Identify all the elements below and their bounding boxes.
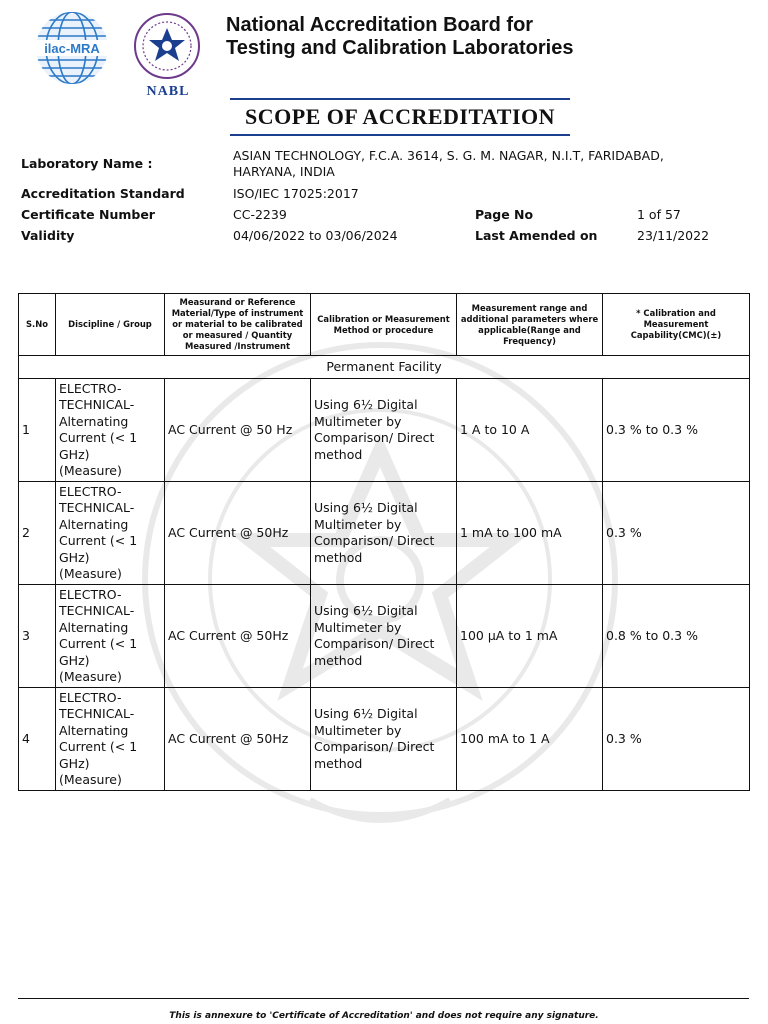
facility-row — [19, 356, 750, 379]
method-line: Using 6½ Digital — [314, 603, 418, 618]
certificate-label: Certificate Number — [21, 207, 155, 222]
cell-cmc: 0.3 % — [603, 688, 750, 791]
cell-measurand: AC Current @ 50Hz — [165, 688, 311, 791]
discipline-line: TECHNICAL- — [59, 706, 135, 721]
method-line: Multimeter by — [314, 722, 402, 738]
ilac-mra-logo-icon — [30, 10, 114, 86]
discipline-line: Current (< 1 — [59, 739, 138, 754]
discipline-line: ELECTRO- — [59, 689, 122, 705]
scope-title: SCOPE OF ACCREDITATION — [244, 104, 556, 129]
cell-range: 100 mA to 1 A — [457, 688, 603, 791]
table-row — [19, 482, 750, 585]
cell-range: 1 A to 10 A — [457, 379, 603, 482]
method-line: method — [314, 549, 363, 565]
cell-cmc: 0.8 % to 0.3 % — [603, 585, 750, 688]
table-row — [19, 585, 750, 688]
cell-sno: 2 — [19, 482, 56, 585]
svg-text:ilac-MRA: ilac-MRA — [44, 41, 100, 56]
standard-label: Accreditation Standard — [21, 186, 185, 201]
organisation-name — [226, 14, 573, 60]
footer-divider — [18, 998, 749, 999]
discipline-line: (Measure) — [59, 463, 122, 478]
method-line: method — [314, 755, 363, 771]
cell-cmc: 0.3 % to 0.3 % — [603, 379, 750, 482]
standard-value: ISO/IEC 17025:2017 — [233, 186, 359, 201]
method-line: method — [314, 446, 363, 462]
scope-table — [18, 293, 750, 791]
method-line: Comparison/ Direct — [314, 636, 435, 651]
lab-name-value — [233, 148, 664, 180]
scope-title-box — [230, 98, 570, 136]
header-range: Measurement range and additional parameters where applicable(Range and Frequency) — [457, 294, 603, 356]
discipline-line: GHz) — [59, 549, 90, 565]
cell-sno: 3 — [19, 585, 56, 688]
discipline-line: GHz) — [59, 446, 90, 462]
page-value: 1 of 57 — [637, 207, 681, 222]
discipline-line: (Measure) — [59, 669, 122, 684]
discipline-line: TECHNICAL- — [59, 500, 135, 515]
discipline-line: GHz) — [59, 652, 90, 668]
discipline-line: ELECTRO- — [59, 483, 122, 499]
lab-name-line2: HARYANA, INDIA — [233, 164, 335, 179]
page-label: Page No — [475, 207, 534, 222]
validity-label: Validity — [21, 228, 75, 243]
header-cmc: * Calibration and Measurement Capability(CMC)(±) — [603, 294, 750, 356]
cell-range: 100 µA to 1 mA — [457, 585, 603, 688]
validity-value: 04/06/2022 to 03/06/2024 — [233, 228, 398, 243]
amended-label: Last Amended on — [475, 228, 598, 243]
cell-measurand: AC Current @ 50Hz — [165, 482, 311, 585]
discipline-line: (Measure) — [59, 566, 122, 581]
cell-method — [311, 585, 457, 688]
method-line: Comparison/ Direct — [314, 430, 435, 445]
method-line: Multimeter by — [314, 516, 402, 532]
discipline-line: TECHNICAL- — [59, 603, 135, 618]
cell-range: 1 mA to 100 mA — [457, 482, 603, 585]
cell-method — [311, 688, 457, 791]
header-discipline: Discipline / Group — [56, 294, 165, 356]
method-line: Multimeter by — [314, 619, 402, 635]
footer-note: This is annexure to 'Certificate of Accreditation' and does not require any signature. — [169, 1011, 599, 1021]
method-line: Using 6½ Digital — [314, 500, 418, 515]
organisation-name-line1: National Accreditation Board for — [226, 14, 534, 36]
discipline-line: ELECTRO- — [59, 586, 122, 602]
cell-measurand: AC Current @ 50Hz — [165, 585, 311, 688]
cell-method — [311, 379, 457, 482]
discipline-line: Alternating — [59, 619, 129, 635]
discipline-line: Current (< 1 — [59, 430, 138, 445]
table-row — [19, 379, 750, 482]
discipline-line: Alternating — [59, 722, 129, 738]
cell-sno: 4 — [19, 688, 56, 791]
cell-discipline — [56, 482, 165, 585]
method-line: Using 6½ Digital — [314, 706, 418, 721]
organisation-name-line2: Testing and Calibration Laboratories — [226, 37, 574, 59]
method-line: Comparison/ Direct — [314, 739, 435, 754]
cell-method — [311, 482, 457, 585]
discipline-line: GHz) — [59, 755, 90, 771]
discipline-line: (Measure) — [59, 772, 122, 787]
discipline-line: Current (< 1 — [59, 636, 138, 651]
amended-value: 23/11/2022 — [637, 228, 710, 243]
method-line: Multimeter by — [314, 413, 402, 429]
header-method: Calibration or Measurement Method or procedure — [311, 294, 457, 356]
method-line: method — [314, 652, 363, 668]
discipline-line: ELECTRO- — [59, 380, 122, 396]
cell-discipline — [56, 585, 165, 688]
lab-name-line1: ASIAN TECHNOLOGY, F.C.A. 3614, S. G. M. NAGAR, N.I.T, FARIDABAD, — [233, 148, 664, 163]
discipline-line: Alternating — [59, 516, 129, 532]
table-header-row — [19, 294, 750, 356]
table-row — [19, 688, 750, 791]
method-line: Using 6½ Digital — [314, 397, 418, 412]
certificate-value: CC-2239 — [233, 207, 287, 222]
lab-name-label: Laboratory Name : — [21, 156, 153, 171]
facility-label: Permanent Facility — [19, 356, 750, 379]
discipline-line: Current (< 1 — [59, 533, 138, 548]
cell-sno: 1 — [19, 379, 56, 482]
discipline-line: Alternating — [59, 413, 129, 429]
discipline-line: TECHNICAL- — [59, 397, 135, 412]
cell-cmc: 0.3 % — [603, 482, 750, 585]
method-line: Comparison/ Direct — [314, 533, 435, 548]
cell-measurand: AC Current @ 50 Hz — [165, 379, 311, 482]
header-sno: S.No — [19, 294, 56, 356]
header-measurand: Measurand or Reference Material/Type of instrument or material to be calibrated or measured / Quantity Measured /Instrument — [165, 294, 311, 356]
cell-discipline — [56, 379, 165, 482]
nabl-logo-text: NABL — [146, 84, 190, 99]
cell-discipline — [56, 688, 165, 791]
